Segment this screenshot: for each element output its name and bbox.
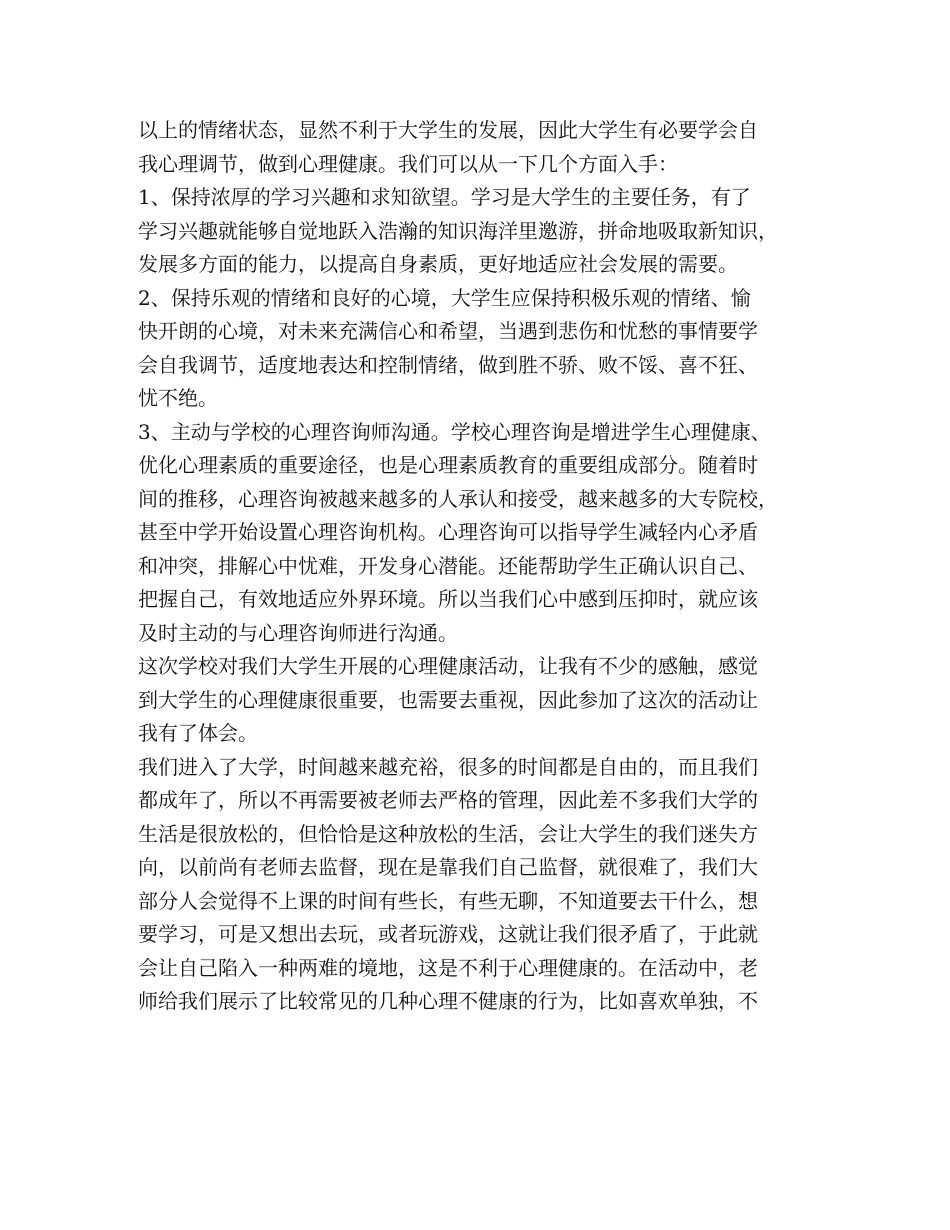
text-line: 和冲突，排解心中忧难，开发身心潜能。还能帮助学生正确认识自己、 (138, 553, 758, 578)
text-line: 我有了体会。 (138, 721, 258, 745)
text-line: 师给我们展示了比较常见的几种心理不健康的行为，比如喜欢单独，不 (138, 989, 758, 1013)
text-line: 会自我调节，适度地表达和控制情绪，做到胜不骄、败不馁、喜不狂、 (138, 352, 758, 377)
text-line: 3、主动与学校的心理咨询师沟通。学校心理咨询是增进学生心理健康、 (138, 419, 771, 444)
text-line: 及时主动的与心理咨询师进行沟通。 (138, 620, 458, 645)
text-line: 会让自己陷入一种两难的境地，这是不利于心理健康的。在活动中，老 (138, 955, 758, 980)
text-line: 优化心理素质的重要途径，也是心理素质教育的重要组成部分。随着时 (138, 453, 758, 477)
text-line: 2、保持乐观的情绪和良好的心境，大学生应保持积极乐观的情绪、愉 (138, 285, 751, 310)
text-line: 快开朗的心境，对未来充满信心和希望，当遇到悲伤和忧愁的事情要学 (138, 319, 758, 343)
text-line: 把握自己，有效地适应外界环境。所以当我们心中感到压抑时，就应该 (138, 587, 758, 611)
text-line: 都成年了，所以不再需要被老师去严格的管理，因此差不多我们大学的 (138, 788, 758, 812)
text-line: 这次学校对我们大学生开展的心理健康活动，让我有不少的感触，感觉 (138, 654, 758, 678)
text-line: 1、保持浓厚的学习兴趣和求知欲望。学习是大学生的主要任务，有了 (138, 185, 751, 209)
text-line: 到大学生的心理健康很重要，也需要去重视，因此参加了这次的活动让 (138, 687, 758, 712)
text-line: 要学习，可是又想出去玩，或者玩游戏，这就让我们很矛盾了，于此就 (138, 922, 758, 946)
text-line: 发展多方面的能力，以提高自身素质，更好地适应社会发展的需要。 (138, 252, 738, 276)
document-body (138, 114, 828, 1019)
text-line: 部分人会觉得不上课的时间有些长，有些无聊，不知道要去干什么，想 (138, 888, 758, 913)
text-line: 以上的情绪状态，显然不利于大学生的发展，因此大学生有必要学会自 (138, 118, 758, 142)
text-line: 生活是很放松的，但恰恰是这种放松的生活，会让大学生的我们迷失方 (138, 821, 758, 846)
text-line: 我心理调节，做到心理健康。我们可以从一下几个方面入手： (138, 151, 678, 176)
text-line: 间的推移，心理咨询被越来越多的人承认和接受，越来越多的大专院校， (138, 486, 778, 511)
text-line: 向，以前尚有老师去监督，现在是靠我们自己监督，就很难了，我们大 (138, 855, 758, 879)
text-line: 学习兴趣就能够自觉地跃入浩瀚的知识海洋里邀游，拼命地吸取新知识， (138, 218, 778, 243)
text-line: 甚至中学开始设置心理咨询机构。心理咨询可以指导学生减轻内心矛盾 (138, 520, 758, 544)
text-line: 忧不绝。 (138, 386, 218, 410)
text-line: 我们进入了大学，时间越来越充裕，很多的时间都是自由的，而且我们 (138, 754, 758, 779)
